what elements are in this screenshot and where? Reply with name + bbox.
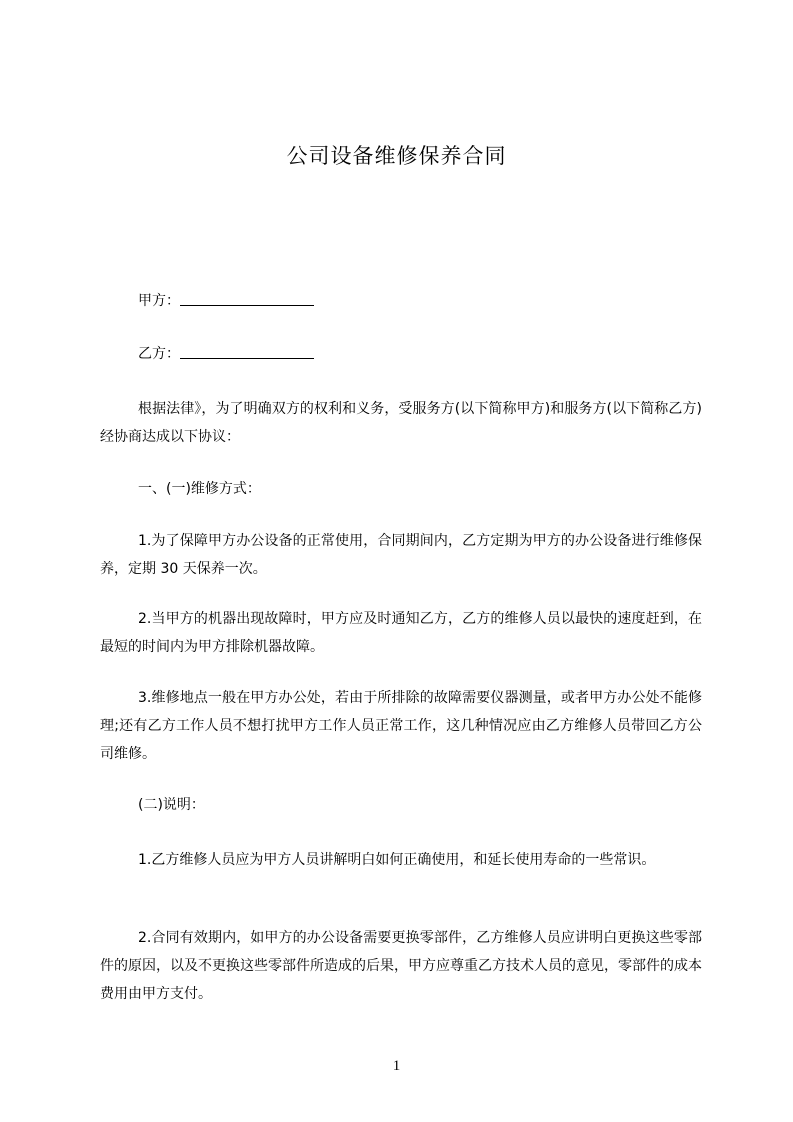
section-two-heading: (二)说明： xyxy=(138,797,205,813)
party-b-blank xyxy=(180,344,314,359)
section-one-heading: 一、(一)维修方式： xyxy=(138,481,261,497)
section-one-item: 2.当甲方的机器出现故障时，甲方应及时通知乙方，乙方的维修人员以最快的速度赶到，在最短的时间内为甲方排除机器故障。 xyxy=(100,611,702,655)
section-two-item: 2.合同有效期内，如甲方的办公设备需要更换零部件，乙方维修人员应讲明白更换这些零部件的原因，以及不更换这些零部件所造成的后果，甲方应尊重乙方技术人员的意见，零部件的成本费用由甲方支付。 xyxy=(100,930,702,1002)
party-b-label: 乙方： xyxy=(138,346,180,362)
document-title: 公司设备维修保养合同 xyxy=(286,144,507,168)
party-a-label: 甲方： xyxy=(138,293,180,309)
party-a-line xyxy=(138,291,314,311)
intro-paragraph: 根据法律》，为了明确双方的权利和义务，受服务方(以下简称甲方)和服务方(以下简称乙方)经协商达成以下协议： xyxy=(100,401,702,445)
party-b-line xyxy=(138,344,314,364)
section-one-item: 1.为了保障甲方办公设备的正常使用，合同期间内，乙方定期为甲方的办公设备进行维修保养，定期 30 天保养一次。 xyxy=(100,533,702,577)
party-a-blank xyxy=(180,291,314,306)
section-two-item: 1.乙方维修人员应为甲方人员讲解明白如何正确使用，和延长使用寿命的一些常识。 xyxy=(138,852,656,868)
page-number: 1 xyxy=(392,1058,401,1074)
section-one-item: 3.维修地点一般在甲方办公处，若由于所排除的故障需要仪器测量，或者甲方办公处不能修理;还有乙方工作人员不想打扰甲方工作人员正常工作，这几种情况应由乙方维修人员带回乙方公司维修。 xyxy=(100,690,702,762)
